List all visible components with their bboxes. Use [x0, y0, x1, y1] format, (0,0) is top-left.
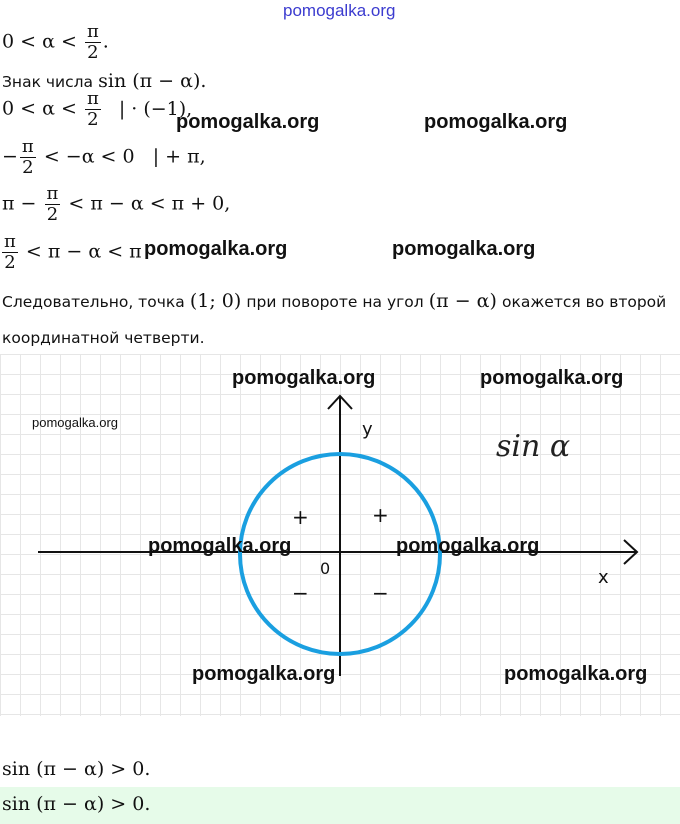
watermark: pomogalka.org — [396, 535, 540, 557]
sign-label: Знак числа — [2, 73, 94, 91]
line-inequality-3 — [2, 89, 192, 130]
sign-quadrant-4: − — [372, 581, 389, 605]
conclusion-line-2: координатной четверти. — [2, 329, 205, 347]
line1-numerator: π — [86, 21, 99, 42]
watermark: pomogalka.org — [424, 111, 568, 133]
watermark: pomogalka.org — [176, 111, 320, 133]
line1-denominator: 2 — [87, 42, 99, 63]
watermark: pomogalka.org — [144, 238, 288, 260]
sign-quadrant-3: − — [292, 581, 309, 605]
conclusion-text-1: Следовательно, точка — [2, 293, 185, 311]
sign-quadrant-2: + — [292, 505, 309, 529]
line3-denominator: 2 — [87, 109, 99, 130]
answer-line: sin (π − α) > 0. — [2, 793, 151, 815]
line1-fraction — [85, 22, 101, 63]
conclusion-text-3: окажется во второй — [502, 293, 667, 311]
line-inequality-1 — [2, 22, 109, 63]
sign-quadrant-1: + — [372, 503, 389, 527]
line3-right: | · (−1), — [118, 97, 193, 120]
conclusion-text-2: при повороте на угол — [246, 293, 424, 311]
line3-left: 0 < α < — [2, 97, 77, 120]
unit-circle-figure — [0, 354, 680, 716]
y-axis-label: y — [362, 419, 373, 440]
unit-circle-svg — [0, 354, 680, 716]
result-line: sin (π − α) > 0. — [2, 758, 151, 780]
watermark-small: pomogalka.org — [32, 415, 118, 430]
watermark: pomogalka.org — [232, 367, 376, 389]
line6-fraction — [2, 232, 18, 273]
line6-right: < π − α < π — [25, 240, 142, 263]
sin-alpha-title: sin α — [496, 429, 571, 464]
header-site-watermark: pomogalka.org — [283, 1, 396, 20]
line5-left: π − — [2, 192, 37, 215]
line5-numerator: π — [46, 183, 59, 204]
line-inequality-5 — [2, 184, 230, 225]
line5-right: < π − α < π + 0, — [68, 192, 231, 215]
watermark: pomogalka.org — [148, 535, 292, 557]
line5-denominator: 2 — [46, 204, 59, 225]
line-inequality-6 — [2, 232, 142, 273]
watermark: pomogalka.org — [192, 663, 336, 685]
line3-numerator: π — [86, 88, 99, 109]
origin-label: 0 — [320, 559, 331, 578]
watermark: pomogalka.org — [504, 663, 648, 685]
line4-numerator: π — [21, 136, 34, 157]
line4-minus: − — [2, 145, 18, 168]
line1-end: . — [102, 30, 109, 53]
line5-fraction — [45, 184, 61, 225]
watermark: pomogalka.org — [480, 367, 624, 389]
line6-denominator: 2 — [4, 252, 16, 273]
answer-highlight-box — [0, 787, 680, 824]
line-inequality-4 — [2, 137, 206, 178]
sign-expression: sin (π − α). — [98, 70, 207, 92]
watermark: pomogalka.org — [392, 238, 536, 260]
conclusion-angle: (π − α) — [428, 290, 497, 312]
line4-right: < −α < 0 | + π, — [43, 145, 206, 168]
line6-numerator: π — [4, 231, 16, 252]
conclusion-line-1 — [2, 290, 666, 312]
x-axis-label: x — [598, 567, 609, 588]
line3-fraction — [85, 89, 101, 130]
line4-denominator: 2 — [22, 157, 34, 178]
line4-fraction — [20, 137, 36, 178]
conclusion-point: (1; 0) — [189, 290, 242, 312]
line1-left: 0 < α < — [2, 30, 77, 53]
